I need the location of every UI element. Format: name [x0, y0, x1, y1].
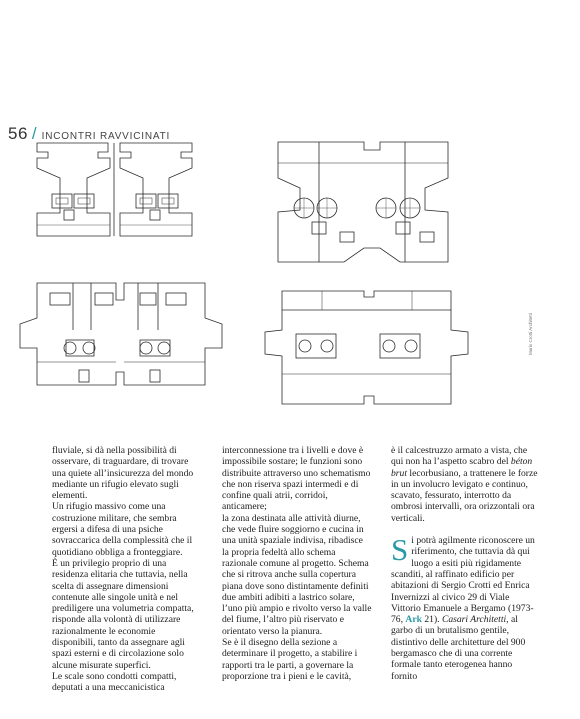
- header-divider: /: [31, 124, 37, 143]
- floor-plan-1: [37, 143, 192, 236]
- text-column-3: [391, 445, 539, 682]
- text-column-1: [52, 445, 200, 694]
- text-run: , al garbo di un brutalismo gentile, distintivo delle architetture del 900 bergamasco che di una corrente formale tanto eterogenea hanno fornito: [391, 614, 526, 682]
- text-run: i potrà agilmente riconoscere un riferimento, che tuttavia dà qui luogo a esiti più rigidamente scanditi, al raffinato edificio per abitazioni di Sergio Crotti ed Enrica Invernizzi al civico 29 di Viale Vittorio Emanuele a Bergamo (1973-76,: [391, 535, 535, 626]
- paragraph: Un rifugio massivo come una costruzione militare, che sembra ergersi a difesa di una psiche sovraccarica della complessità che il quotidiano obbliga a fronteggiare.: [52, 501, 193, 558]
- paragraph: È un privilegio proprio di una residenza elitaria che tuttavia, nella scelta di assegnare dimensioni contenute alle singole unità e nel prediligere una volumetria compatta, risponde alla volontà di utilizzare razionalmente le economie disponibili, tanto da assegnare agli spazi esterni e di circolazione solo alcune misurate superfici.: [52, 557, 194, 671]
- paragraph: interconnessione tra i livelli e dove è impossibile sostare; le funzioni sono distribuite attraverso uno schematismo che non riserva spazi intermedi e di confine quali atrii, corridoi, anticamere;: [222, 445, 371, 513]
- paragraph: [391, 532, 539, 682]
- italic-term: béton brut: [391, 456, 533, 479]
- floor-plan-3: [20, 283, 222, 385]
- floor-plan-2: [278, 142, 448, 262]
- photo-credit: Mario Crotti Architetti: [528, 313, 533, 355]
- page-number: 56: [8, 124, 28, 143]
- drop-cap: S: [391, 532, 409, 568]
- paragraph-gap: [391, 524, 539, 535]
- ark-reference: Ark: [405, 614, 422, 626]
- paragraph: Le scale sono condotti compatti, deputati a una meccanicistica: [52, 670, 177, 694]
- floor-plan-4: [265, 291, 468, 404]
- text-run: 21).: [424, 614, 440, 626]
- section-title: INCONTRI RAVVICINATI: [41, 131, 171, 142]
- paragraph: [391, 445, 539, 524]
- text-run: lecorbusiano, a trattenere le forze in un involucro levigato e continuo, scavato, fessurato, interrotto da ombrosi intervalli, ora orizzontali ora verticali.: [391, 467, 538, 524]
- italic-term: Casari Architetti: [441, 614, 507, 626]
- text-run: è il calcestruzzo armato a vista, che qui non ha l’aspetto scabro del: [391, 445, 528, 468]
- paragraph: la zona destinata alle attività diurne, che vede fluire soggiorno e cucina in una unità spaziale indivisa, ribadisce la propria fedeltà allo schema razionale comune al progetto. Schema che si ritrova anche sulla copertura piana dove sono distintamente definiti due ambiti adibiti a lastrico solare, l’uno più ampio e rivolto verso la valle del fiume, l’altro più riservato e orientato verso la pianura.: [222, 512, 372, 637]
- paragraph: fluviale, si dà nella possibilità di osservare, di traguardare, di trovare una quiete all’insicurezza del mondo mediante un rifugio elevato sugli elementi.: [52, 445, 194, 502]
- paragraph: Se è il disegno della sezione a determinare il progetto, a stabilire i rapporti tra le parti, a governare la proporzione tra i pieni e le cavità,: [222, 637, 358, 682]
- text-column-2: [222, 445, 372, 682]
